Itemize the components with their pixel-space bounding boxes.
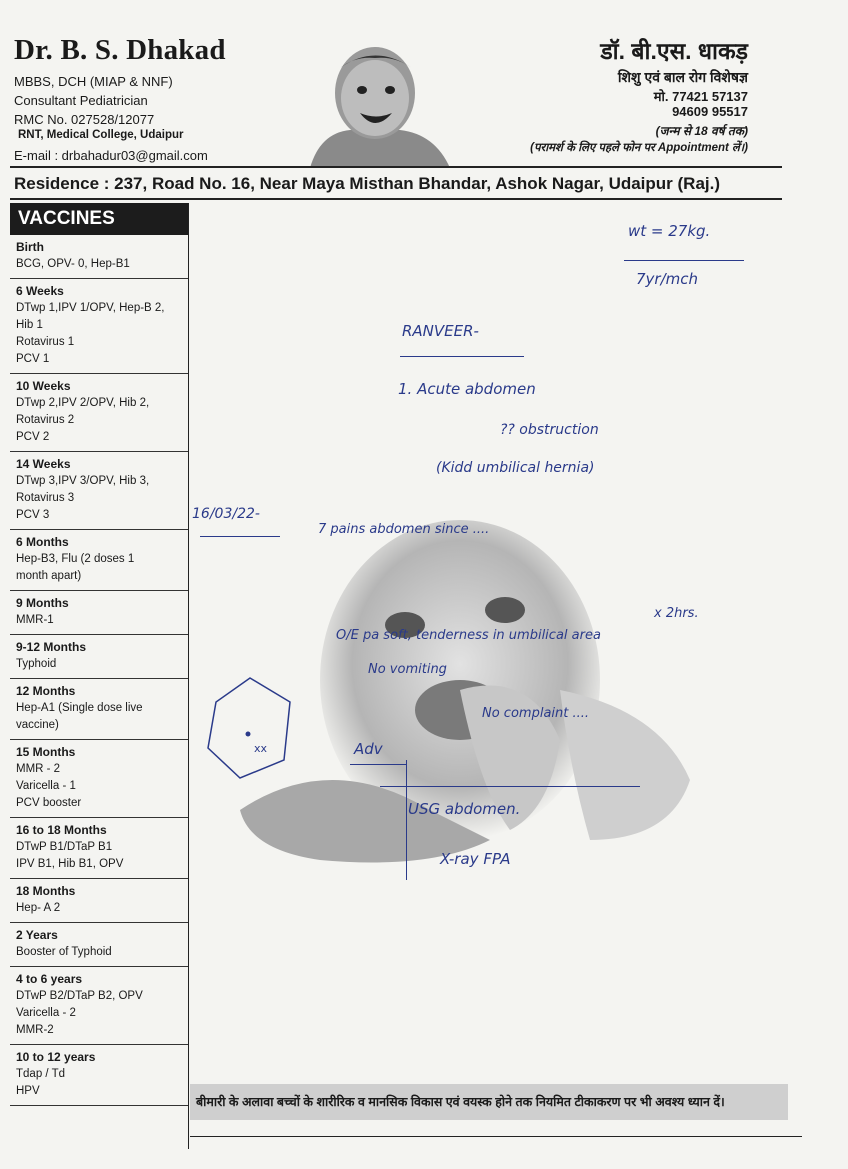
hindi-doctor-name: डॉ. बी.एस. धाकड़: [600, 38, 748, 64]
vaccine-line: PCV 2: [16, 431, 50, 443]
note-weight: wt = 27kg.: [628, 222, 711, 240]
vaccine-row: [10, 879, 188, 923]
vaccine-line: MMR-1: [16, 614, 54, 626]
vaccine-line: DTwp 2,IPV 2/OPV, Hib 2,: [16, 397, 150, 409]
hexagon-diagram: [202, 672, 298, 784]
hindi-role: शिशु एवं बाल रोग विशेषज्ञ: [617, 69, 748, 85]
vaccine-line: Rotavirus 1: [16, 336, 75, 348]
note-history-2: x 2hrs.: [654, 606, 699, 621]
vaccine-line: PCV booster: [16, 797, 82, 809]
vaccine-line: Hep-B3, Flu (2 doses 1: [16, 553, 135, 565]
vaccine-age: 10 Weeks: [16, 379, 71, 393]
vaccine-age: 16 to 18 Months: [16, 823, 107, 837]
vaccine-age: 6 Months: [16, 535, 69, 549]
vaccine-age: 6 Weeks: [16, 284, 64, 298]
college: RNT, Medical College, Udaipur: [18, 129, 184, 141]
vaccine-line: Tdap / Td: [16, 1068, 66, 1080]
age-note: (जन्म से 18 वर्ष तक): [655, 124, 748, 138]
vaccine-line: Rotavirus 3: [16, 492, 75, 504]
vaccine-line: PCV 3: [16, 509, 50, 521]
vaccine-line: Rotavirus 2: [16, 414, 75, 426]
note-cross-line-h: [380, 786, 640, 787]
vaccine-row: [10, 679, 188, 740]
qualification: MBBS, DCH (MIAP & NNF): [14, 74, 173, 89]
footer-text: बीमारी के अलावा बच्चों के शारीरिक व मानसिक विकास एवं वयस्क होने तक नियमित टीकाकरण पर भी अवश्य ध्यान दें।: [196, 1095, 725, 1109]
vaccine-row: [10, 1045, 188, 1106]
vaccine-row: [10, 279, 188, 374]
vaccine-age: 18 Months: [16, 884, 76, 898]
note-complaint-3: (Kidd umbilical hernia): [436, 460, 595, 476]
note-complaint-1: 1. Acute abdomen: [398, 380, 536, 398]
vaccine-line: DTwP B2/DTaP B2, OPV: [16, 990, 143, 1002]
note-complaint-2: ?? obstruction: [500, 422, 599, 438]
vaccine-line: MMR-2: [16, 1024, 54, 1036]
vaccine-age: 9-12 Months: [16, 640, 87, 654]
vaccine-age: 15 Months: [16, 745, 76, 759]
vaccine-age: 12 Months: [16, 684, 76, 698]
vaccine-line: PCV 1: [16, 353, 50, 365]
vaccine-line: vaccine): [16, 719, 59, 731]
note-no-complaint: No complaint ....: [482, 706, 590, 721]
note-investigation-1: USG abdomen.: [408, 800, 521, 818]
vaccine-age: 2 Years: [16, 928, 58, 942]
note-underline-weight: [624, 260, 744, 261]
phone-1: मो. 77421 57137: [653, 89, 748, 104]
vaccine-line: Booster of Typhoid: [16, 946, 112, 958]
email: E-mail : drbahadur03@gmail.com: [14, 148, 208, 163]
vaccine-line: IPV B1, Hib B1, OPV: [16, 858, 124, 870]
appointment-note: (परामर्श के लिए पहले फोन पर Appointment लें।): [530, 142, 748, 154]
note-underline-advice: [350, 764, 406, 765]
header-rule-bottom: [10, 198, 782, 200]
vaccine-row: [10, 530, 188, 591]
doctor-name: Dr. B. S. Dhakad: [14, 34, 226, 66]
note-patient-name: RANVEER-: [402, 322, 479, 340]
vaccine-list: [10, 235, 188, 1106]
vaccine-age: 14 Weeks: [16, 457, 71, 471]
vaccine-line: Hep-A1 (Single dose live: [16, 702, 143, 714]
vaccines-title: VACCINES: [10, 203, 188, 235]
note-age: 7yr/mch: [636, 270, 699, 288]
vaccine-row: [10, 818, 188, 879]
vaccine-age: 9 Months: [16, 596, 69, 610]
vaccine-line: Typhoid: [16, 658, 57, 670]
vaccine-line: DTwp 3,IPV 3/OPV, Hib 3,: [16, 475, 150, 487]
header-rule-top: [10, 166, 782, 168]
vaccine-age: 4 to 6 years: [16, 972, 83, 986]
vaccine-line: MMR - 2: [16, 763, 61, 775]
phone-2: 94609 95517: [672, 104, 748, 119]
vaccine-row: [10, 374, 188, 452]
residence-address: Residence : 237, Road No. 16, Near Maya Misthan Bhandar, Ashok Nagar, Udaipur (Raj.): [14, 174, 721, 193]
vaccine-row: [10, 923, 188, 967]
vaccine-line: Varicella - 2: [16, 1007, 76, 1019]
role: Consultant Pediatrician: [14, 93, 148, 108]
note-advice: Adv: [354, 740, 383, 758]
note-investigation-2: X-ray FPA: [440, 850, 511, 868]
note-exam: O/E pa soft, tenderness in umbilical area: [336, 628, 601, 643]
vaccine-row: [10, 591, 188, 635]
vaccine-sidebar: [10, 203, 189, 1149]
vaccine-age: 10 to 12 years: [16, 1050, 96, 1064]
vaccine-row: [10, 635, 188, 679]
vaccine-line: Hep- A 2: [16, 902, 61, 914]
vaccine-line: HPV: [16, 1085, 40, 1097]
vaccine-line: DTwP B1/DTaP B1: [16, 841, 113, 853]
note-history-1: 7 pains abdomen since ....: [318, 522, 490, 537]
vaccine-line: DTwp 1,IPV 1/OPV, Hep-B 2,: [16, 302, 165, 314]
vaccine-line: month apart): [16, 570, 82, 582]
vaccine-row: [10, 452, 188, 530]
note-underline-name: [400, 356, 524, 357]
baby-photo: [300, 38, 450, 168]
vaccine-row: [10, 235, 188, 279]
note-date: 16/03/22-: [192, 506, 260, 522]
vaccine-row: [10, 967, 188, 1045]
vaccine-row: [10, 740, 188, 818]
note-underline-date: [200, 536, 280, 537]
note-no-vomiting: No vomiting: [368, 662, 447, 677]
hexagon-label: xx: [254, 742, 268, 755]
vaccine-line: Hib 1: [16, 319, 43, 331]
vaccine-age: Birth: [16, 240, 44, 254]
vaccine-line: BCG, OPV- 0, Hep-B1: [16, 258, 130, 270]
rmc-number: RMC No. 027528/12077: [14, 112, 155, 127]
footer-rule: [190, 1136, 802, 1137]
note-cross-line-v: [406, 760, 407, 880]
vaccine-line: Varicella - 1: [16, 780, 76, 792]
